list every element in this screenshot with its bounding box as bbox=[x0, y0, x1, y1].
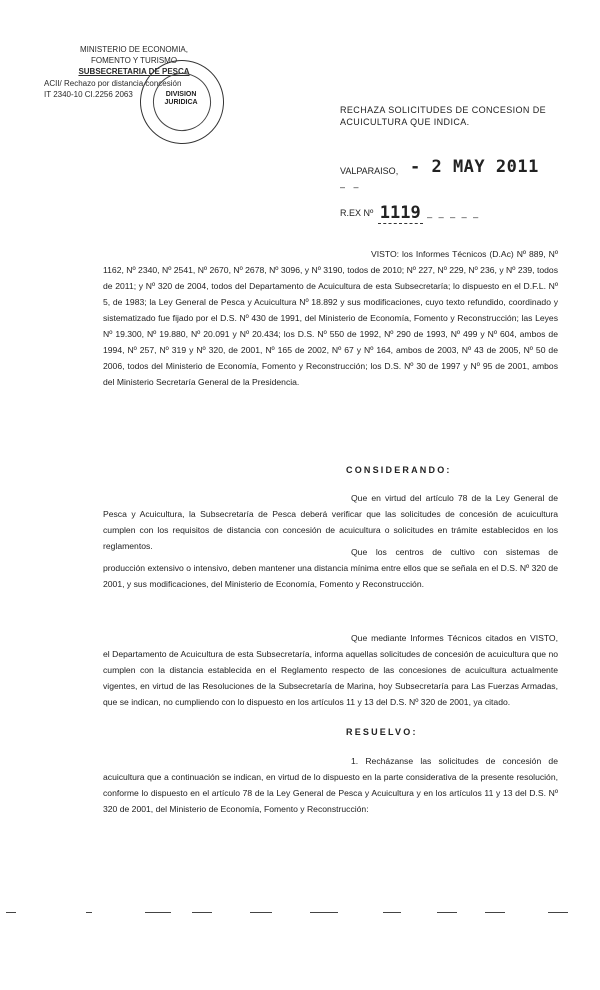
footer-dashes bbox=[0, 908, 600, 918]
resuelvo-text-1: 1. Recházanse las solicitudes de concesión de acuicultura que a continuación se indican, en virtud de lo dispuesto en la parte considerativa de la presente resolución, conforme lo dispuesto en el artículo 78 de la Ley General de Pesca y Acuicultura y en los artículos 11 y 13 del D.S. Nº 320 de 2001, del Ministerio de Economía, Fomento y Reconstrucción: bbox=[103, 756, 558, 814]
footer-dash bbox=[6, 912, 16, 913]
considerando-text-3: Que mediante Informes Técnicos citados en VISTO, el Departamento de Acuicultura de esta Subsecretaría, informa aquellas solicitudes de concesión de acuicultura que no cumplen con la distancia establecida en el Reglamento respecto de las concesiones de acuicultura actualmente vigentes, en virtud de las Resoluciones de la Subsecretaría de Marina, hoy Subsecretaría para Las Fuerzas Armadas, que se indican, no cumpliendo con lo dispuesto en los artículos 11 y 13 del D.S. Nº 320 de 2001, ya citado. bbox=[103, 633, 558, 707]
resuelvo-heading: RESUELVO: bbox=[346, 727, 418, 737]
footer-dash bbox=[383, 912, 401, 913]
date-dash: – – bbox=[340, 182, 362, 192]
resolution-number bbox=[340, 203, 480, 223]
resolution-number-value: 1119 bbox=[379, 203, 421, 223]
reference-code-tail: 2063 bbox=[115, 90, 133, 99]
footer-dash bbox=[437, 912, 457, 913]
resolution-number-label: R.EX Nº bbox=[340, 208, 374, 218]
reference-code: IT 2340-10 CI.2256 bbox=[44, 90, 113, 99]
footer-dash bbox=[86, 912, 92, 913]
footer-dash bbox=[250, 912, 272, 913]
reference-line-1: ACII/ Rechazo por distancia concesión bbox=[44, 79, 182, 88]
footer-dash bbox=[192, 912, 212, 913]
considerando-heading: CONSIDERANDO: bbox=[346, 465, 452, 475]
footer-dash bbox=[548, 912, 568, 913]
seal-text-line-2: JURIDICA bbox=[164, 99, 198, 107]
footer-dash bbox=[145, 912, 171, 913]
date-stamp: - 2 MAY 2011 bbox=[410, 157, 539, 177]
ministry-name: MINISTERIO DE ECONOMIA, bbox=[79, 45, 188, 54]
considerando-paragraph-2 bbox=[103, 544, 558, 592]
considerando-text-1: Que en virtud del artículo 78 de la Ley General de Pesca y Acuicultura, la Subsecretaría de Pesca deberá verificar que las solicitudes de concesión de acuicultura cumplen con los requisitos de distancia con concesión de acuicultura o solicitudes en trámite establecidos en los reglamentos. bbox=[103, 493, 558, 551]
date-place: VALPARAISO, bbox=[340, 166, 399, 176]
footer-dash bbox=[485, 912, 505, 913]
ministry-name-cont: FOMENTO Y TURISMO bbox=[90, 56, 178, 65]
resolution-title: RECHAZA SOLICITUDES DE CONCESION DE ACUICULTURA QUE INDICA. bbox=[340, 105, 547, 127]
visto-paragraph bbox=[103, 246, 558, 390]
considerando-paragraph-3 bbox=[103, 630, 558, 710]
resuelvo-paragraph-1 bbox=[103, 753, 558, 817]
resolution-number-tail: _ _ _ _ _ bbox=[427, 208, 481, 218]
seal-text bbox=[146, 91, 216, 107]
visto-text: VISTO: los Informes Técnicos (D.Ac) Nº 889, Nº 1162, Nº 2340, Nº 2541, Nº 2670, Nº 2678, Nº 3096, y Nº 3190, todos de 2010; Nº 227, Nº 229, Nº 236, y Nº 239, todos de 2011; y Nº 320 de 2004, todos del Departamento de Acuicultura de esta Subsecretaría; lo dispuesto en el D.F.L. Nº 5, de 1983; la Ley General de Pesca y Acuicultura Nº 18.892 y sus modificaciones, cuyo texto refundido, coordinado y sistematizado fue fijado por el D.S. Nº 430 de 1991, del Ministerio de Economía, Fomento y Reconstrucción; las Leyes Nº 19.300, Nº 19.880, Nº 20.091 y Nº 20.434; los D.S. Nº 550 de 1992, Nº 290 de 1993, Nº 499 y Nº 604, ambos de 1994, Nº 257, Nº 319 y Nº 320, de 2001, Nº 165 de 2002, Nº 67 y Nº 164, ambos de 2003, Nº 43 de 2005, Nº 50 de 2006, todos del Ministerio de Economía, Fomento y Reconstrucción; los D.S. Nº 30 de 1997 y Nº 95 de 2001, ambos del Ministerio Secretaría General de la Presidencia. bbox=[103, 249, 558, 387]
undersecretariat-name: SUBSECRETARIA DE PESCA bbox=[78, 67, 190, 76]
considerando-text-2: Que los centros de cultivo con sistemas de producción extensivo o intensivo, deben mantener una distancia mínima entre ellos que se señala en el D.S. Nº 320 de 2001, y sus modificaciones, del Ministerio de Economía, Fomento y Reconstrucción. bbox=[103, 547, 558, 589]
seal-text-line-1: DIVISION bbox=[165, 91, 197, 99]
footer-dash bbox=[310, 912, 338, 913]
